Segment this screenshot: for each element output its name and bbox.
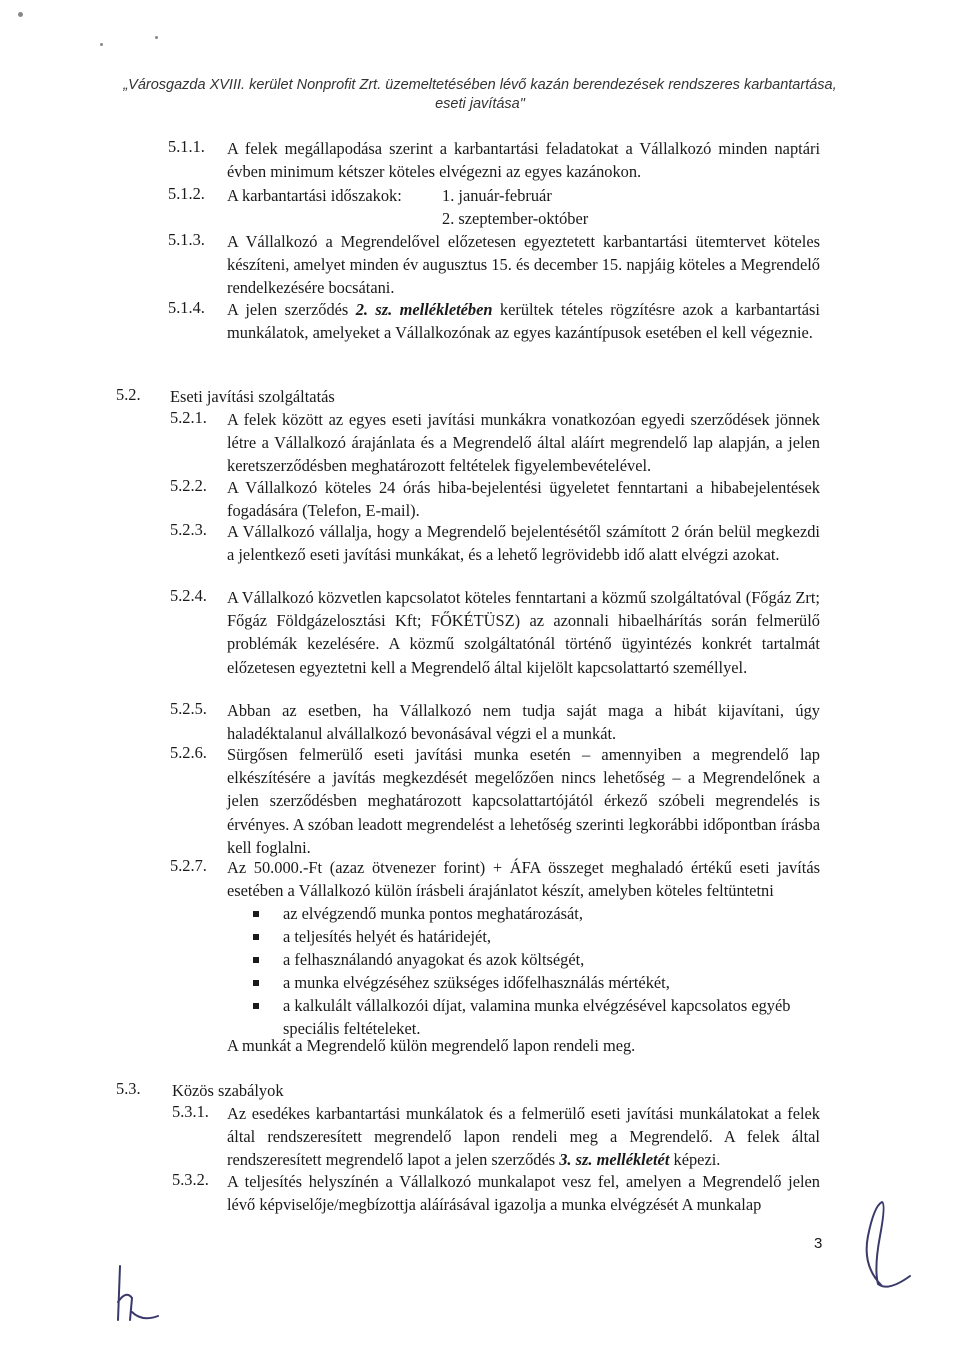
period-item-1: 1. január-február <box>442 186 552 205</box>
section-text-5-3-1-a: Az esedékes karbantartási munkálatok és a felmerülő eseti javítási munkálatokat a felek által rendszeresített megrendelő lapon rendeli meg a Megrendelő. A felek által rendszeresített megrendelő lapot a jelen szerződés <box>227 1104 820 1170</box>
section-number-5-2: 5.2. <box>116 385 141 404</box>
initials-signature-left <box>108 1262 168 1332</box>
list-item: az elvégzendő munka pontos meghatározását, <box>253 902 820 925</box>
section-number-5-2-2: 5.2.2. <box>170 476 207 495</box>
section-number-5-2-1: 5.2.1. <box>170 408 207 427</box>
section-text-5-1-3: A Vállalkozó a Megrendelővel előzetesen egyeztetett karbantartási ütemtervet köteles készíteni, amelyet minden év augusztus 15. és december 15. napjáig köteles a Megrendelő rendelkezésére bocsátani. <box>227 232 820 298</box>
page-number: 3 <box>814 1235 823 1252</box>
section-text-5-2-2: A Vállalkozó köteles 24 órás hiba-bejelentési ügyeletet fenntartani a hibabejelentések fogadására (Telefon, E-mail). <box>227 478 820 521</box>
quote-requirements-list <box>253 902 820 1040</box>
bullet-icon <box>253 980 259 986</box>
section-text-5-1-1: A felek megállapodása szerint a karbantartási feladatokat a Vállalkozó minden naptári évben minimum kétszer köteles elvégezni az egyes kazánokon. <box>227 139 820 182</box>
section-text-5-2-6: Sürgősen felmerülő eseti javítási munka esetén – amennyiben a megrendelő lap elkészítésére a javítás megkezdését megelőzően nincs lehetőség – a Megrendelőnek a jelen szerződésben meghatározott kapcsolattartójától érkező szóbeli megrendelés is érvényes. A szóban leadott megrendelést a lehetőség szerinti legkorábbi időpontban írásba kell foglalni. <box>227 745 820 857</box>
list-item: a felhasználandó anyagokat és azok költségét, <box>253 948 820 971</box>
bullet-icon <box>253 957 259 963</box>
annex-2-reference: 2. sz. mellékletében <box>355 300 493 319</box>
annex-3-reference: 3. sz. mellékletét <box>559 1150 670 1170</box>
initials-signature-right <box>848 1196 928 1296</box>
section-text-5-1-4 <box>227 298 820 344</box>
section-number-5-2-3: 5.2.3. <box>170 520 207 539</box>
section-text-5-1-4-a: A jelen szerződés <box>227 300 349 319</box>
section-text-5-3-1-c: képezi. <box>673 1150 721 1170</box>
period-item-2: 2. szeptember-október <box>442 209 589 228</box>
section-number-5-2-5: 5.2.5. <box>170 699 207 718</box>
section-number-5-1-3: 5.1.3. <box>168 230 205 249</box>
section-number-5-3-2: 5.3.2. <box>172 1170 209 1189</box>
section-number-5-2-6: 5.2.6. <box>170 743 207 762</box>
section-text-5-2-5: Abban az esetben, ha Vállalkozó nem tudja saját maga a hibát kijavítani, úgy haladéktalanul alvállalkozó bevonásával végzi el a munkát. <box>227 701 820 744</box>
section-number-5-2-7: 5.2.7. <box>170 856 207 875</box>
section-text-5-1-4-c: kerültek tételes rögzítésre azok a karbantartási munkálatok, amelyeket a Vállalkozónak az egyes kazántípusok esetében el kell végeznie. <box>227 300 820 343</box>
document-header-line-2: eseti javítása" <box>435 96 525 112</box>
list-item: a kalkulált vállalkozói díjat, valamina munka elvégzésével kapcsolatos egyéb speciális feltételeket. <box>253 994 820 1040</box>
section-number-5-2-4: 5.2.4. <box>170 586 207 605</box>
section-label-5-1-2: A karbantartási időszakok: <box>227 186 402 205</box>
section-text-5-2-3: A Vállalkozó vállalja, hogy a Megrendelő bejelentésétől számított 2 órán belül megkezdi a jelentkező eseti javítási munkákat, és a lehető legrövidebb idő alatt elvégzi azokat. <box>227 522 820 565</box>
bullet-icon <box>253 911 259 917</box>
list-item: a munka elvégzéséhez szükséges időfelhasználás mértékét, <box>253 971 820 994</box>
bullet-icon <box>253 1003 259 1009</box>
section-text-5-3-1 <box>227 1102 820 1172</box>
section-title-5-3: Közös szabályok <box>172 1081 284 1100</box>
section-text-5-3-2: A teljesítés helyszínén a Vállalkozó munkalapot vesz fel, amelyen a Megrendelő jelen lévő képviselője/megbízottja aláírásával igazolja a munka elvégzését A munkalap <box>227 1172 820 1215</box>
section-number-5-1-4: 5.1.4. <box>168 298 205 317</box>
section-number-5-3: 5.3. <box>116 1079 141 1098</box>
section-number-5-1-1: 5.1.1. <box>168 137 205 156</box>
section-number-5-1-2: 5.1.2. <box>168 184 205 203</box>
section-text-5-2-7: Az 50.000.-Ft (azaz ötvenezer forint) + ÁFA összeget meghaladó értékű eseti javítás esetében a Vállalkozó külön írásbeli árajánlatot készít, amelyben köteles feltüntetni <box>227 858 820 901</box>
document-header-line-1: „Városgazda XVIII. kerület Nonprofit Zrt. üzemeltetésében lévő kazán berendezések rendszeres karbantartása, <box>123 77 837 93</box>
section-text-5-2-4: A Vállalkozó közvetlen kapcsolatot köteles fenntartani a közmű szolgáltatóval (Főgáz Zrt; Főgáz Földgázelosztási Kft; FŐKÉTÜSZ) az azonnali hibaelhárítás során felmerülő problémák kezelésére. A közmű szolgáltatónál történő ügyintézés konkrét tartalmát előzetesen egyeztetni kell a Megrendelő által kijelölt kapcsolattartó személlyel. <box>227 588 820 677</box>
list-item: a teljesítés helyét és határidejét, <box>253 925 820 948</box>
section-title-5-2: Eseti javítási szolgáltatás <box>170 387 335 406</box>
section-closing-5-2-7: A munkát a Megrendelő külön megrendelő lapon rendeli meg. <box>227 1036 636 1055</box>
section-number-5-3-1: 5.3.1. <box>172 1102 209 1121</box>
section-text-5-2-1: A felek között az egyes eseti javítási munkákra vonatkozóan egyedi szerződések jönnek létre a Vállalkozó árajánlata és a Megrendelő által aláírt megrendelő lap alapján, a jelen keretszerződésben meghatározott feltételek figyelembevételével. <box>227 410 820 476</box>
bullet-icon <box>253 934 259 940</box>
